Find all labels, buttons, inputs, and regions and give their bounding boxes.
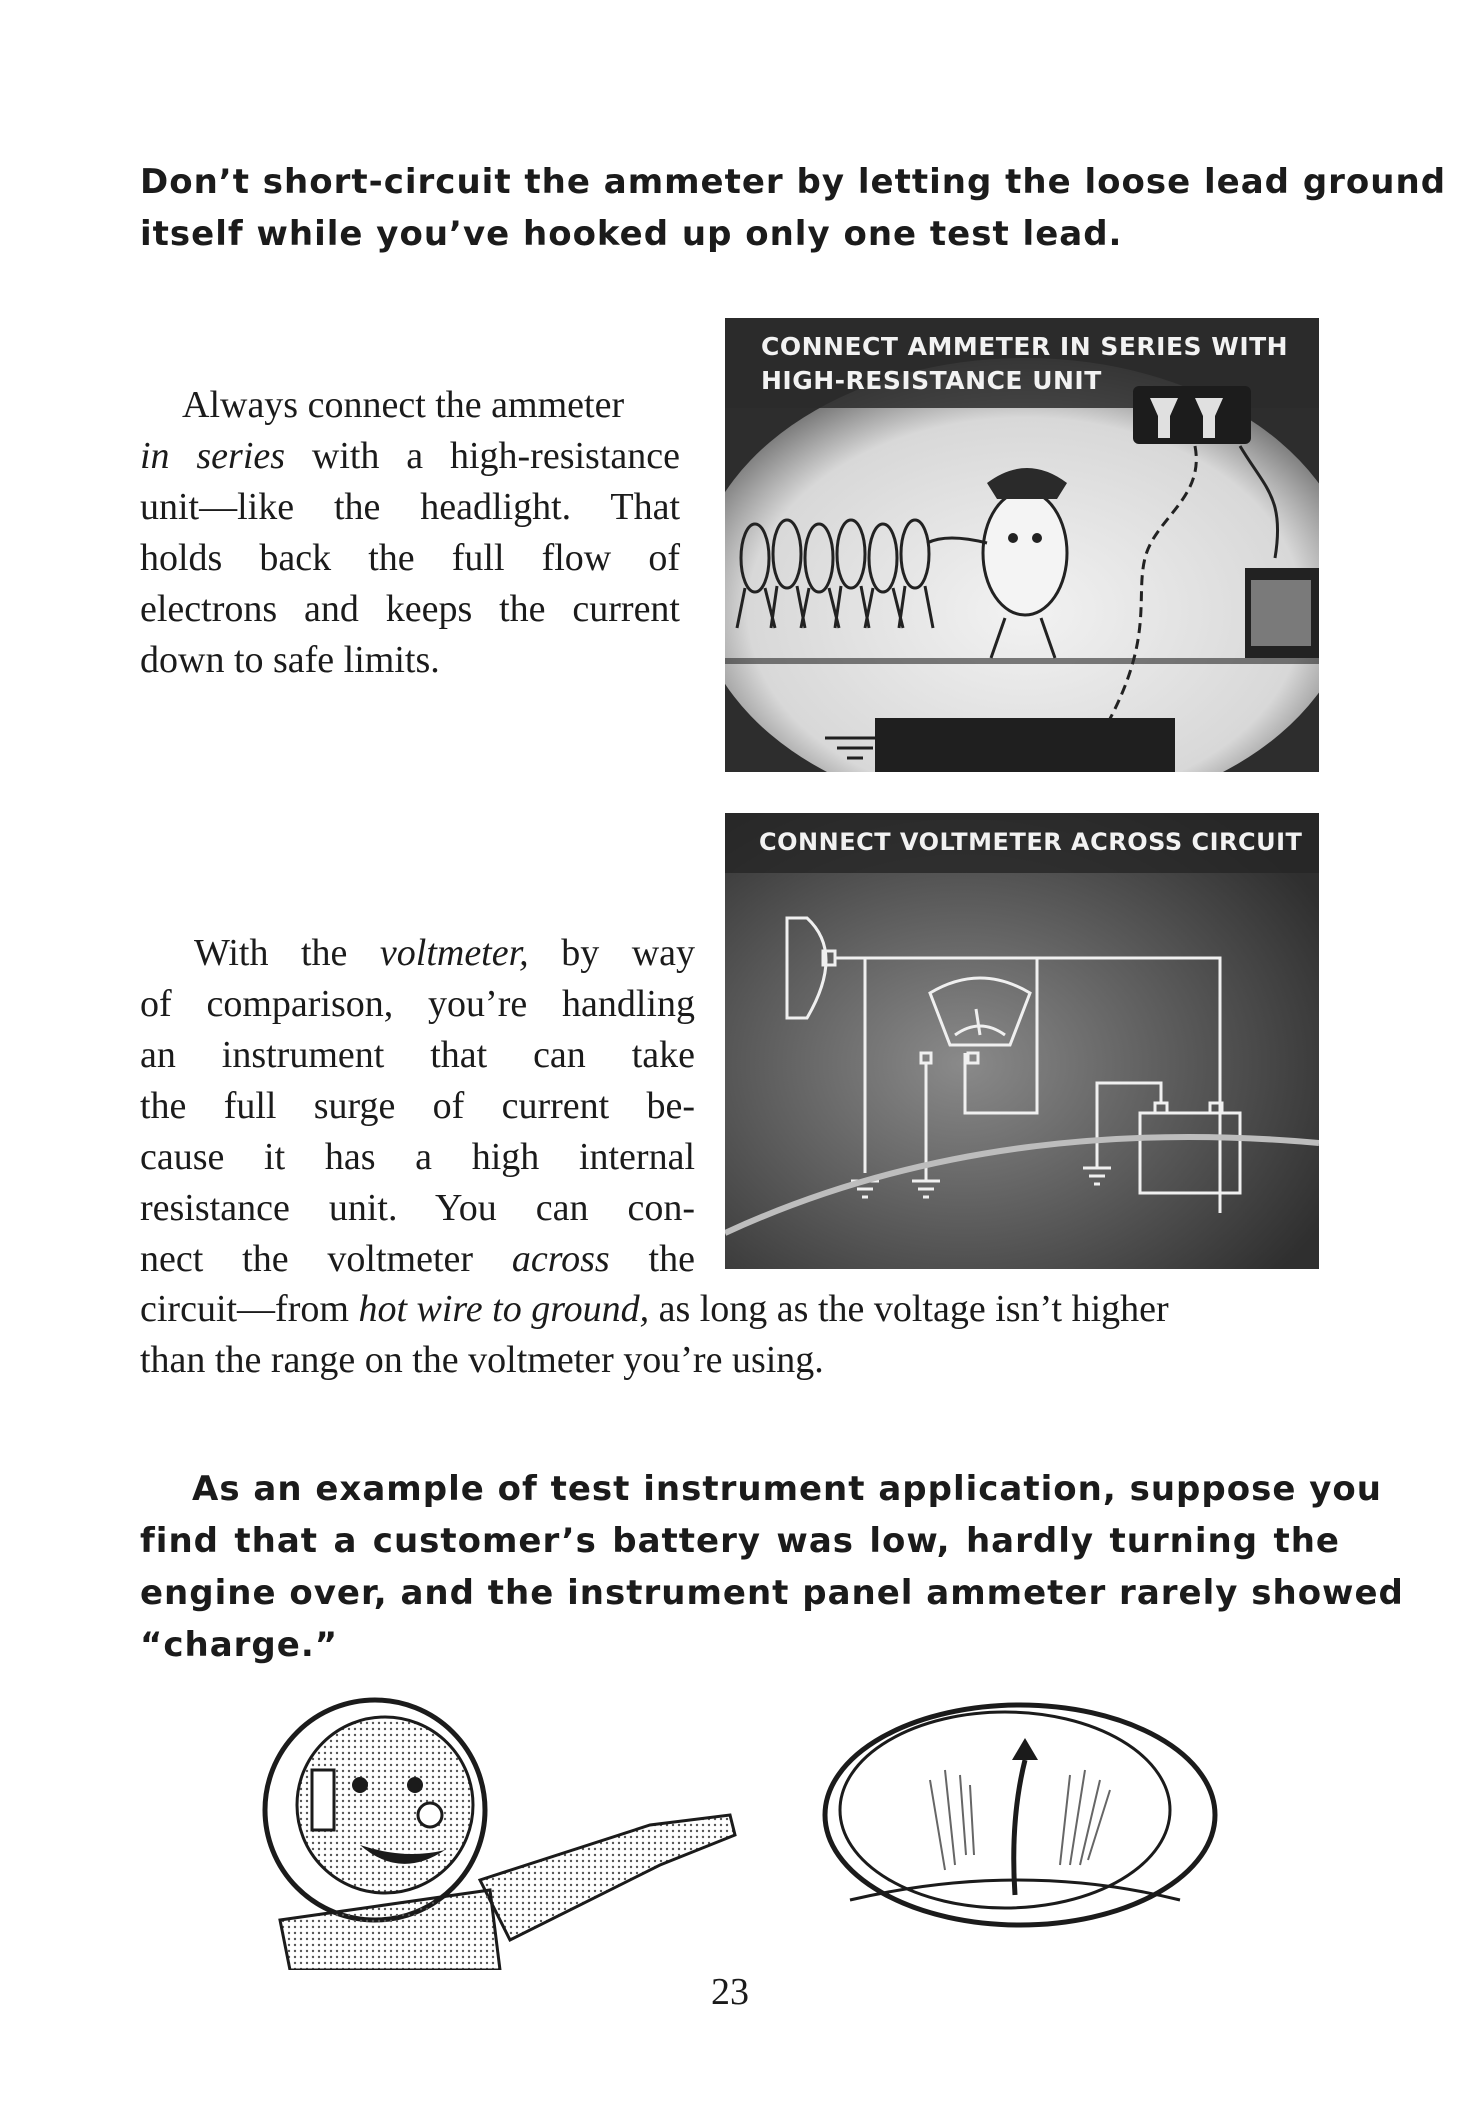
ammeter-line: electrons and keeps the current xyxy=(140,588,680,630)
warning-paragraph xyxy=(140,156,1447,260)
voltmeter-panel-caption: CONNECT VOLTMETER ACROSS CIRCUIT xyxy=(759,828,1303,856)
voltmeter-line: an instrument that can take xyxy=(140,1034,695,1076)
across-emphasis: across xyxy=(511,1238,610,1280)
example-line: find that a customer’s battery was low, hardly turning the xyxy=(140,1521,1340,1561)
page-number: 23 xyxy=(711,1971,749,2013)
voltmeter-line: cause it has a high internal xyxy=(140,1136,695,1178)
example-line: engine over, and the instrument panel ammeter rarely showed xyxy=(140,1573,1404,1613)
ammeter-line: down to safe limits. xyxy=(140,639,440,681)
ammeter-line: Always connect the ammeter xyxy=(182,384,625,426)
warning-line: Don’t short-circuit the ammeter by letting the loose lead ground xyxy=(140,162,1447,202)
voltmeter-line: the full surge of current be- xyxy=(140,1085,695,1127)
example-paragraph xyxy=(140,1463,1404,1671)
example-line: As an example of test instrument application, suppose you xyxy=(192,1469,1382,1509)
example-line: “charge.” xyxy=(140,1625,339,1665)
voltmeter-line: of comparison, you’re handling xyxy=(140,983,695,1025)
voltmeter-line: than the range on the voltmeter you’re using. xyxy=(140,1339,824,1381)
ammeter-panel-caption xyxy=(761,330,1288,398)
ammeter-line: in series with a high-resistance xyxy=(140,435,680,477)
voltmeter-emphasis: voltmeter, xyxy=(379,932,529,974)
ammeter-series-illustration xyxy=(725,318,1319,772)
ammeter-line: holds back the full flow of xyxy=(140,537,680,579)
voltmeter-line: nect the voltmeter across the xyxy=(140,1238,695,1280)
voltmeter-circuit-svg xyxy=(725,813,1319,1269)
ammeter-gauge-illustration xyxy=(820,1700,1220,1940)
voltmeter-circuit-illustration xyxy=(725,813,1319,1269)
hot-wire-emphasis: hot wire to ground, xyxy=(358,1288,650,1330)
in-series-emphasis: in series xyxy=(140,435,286,477)
ammeter-caption-line: HIGH-RESISTANCE UNIT xyxy=(761,366,1102,395)
ammeter-paragraph xyxy=(140,380,680,686)
ammeter-caption-line: CONNECT AMMETER IN SERIES WITH xyxy=(761,332,1289,361)
warning-line: itself while you’ve hooked up only one test lead. xyxy=(140,214,1123,254)
voltmeter-paragraph xyxy=(140,928,695,1285)
voltmeter-paragraph-continued xyxy=(140,1284,1340,1386)
voltmeter-line: With the voltmeter, by way xyxy=(194,932,695,974)
voltmeter-line: resistance unit. You can con- xyxy=(140,1187,695,1229)
voltmeter-line: circuit—from hot wire to ground, as long as the voltage isn’t higher xyxy=(140,1288,1169,1330)
ammeter-line: unit—like the headlight. That xyxy=(140,486,680,528)
cartoon-figure-illustration xyxy=(250,1690,770,1970)
